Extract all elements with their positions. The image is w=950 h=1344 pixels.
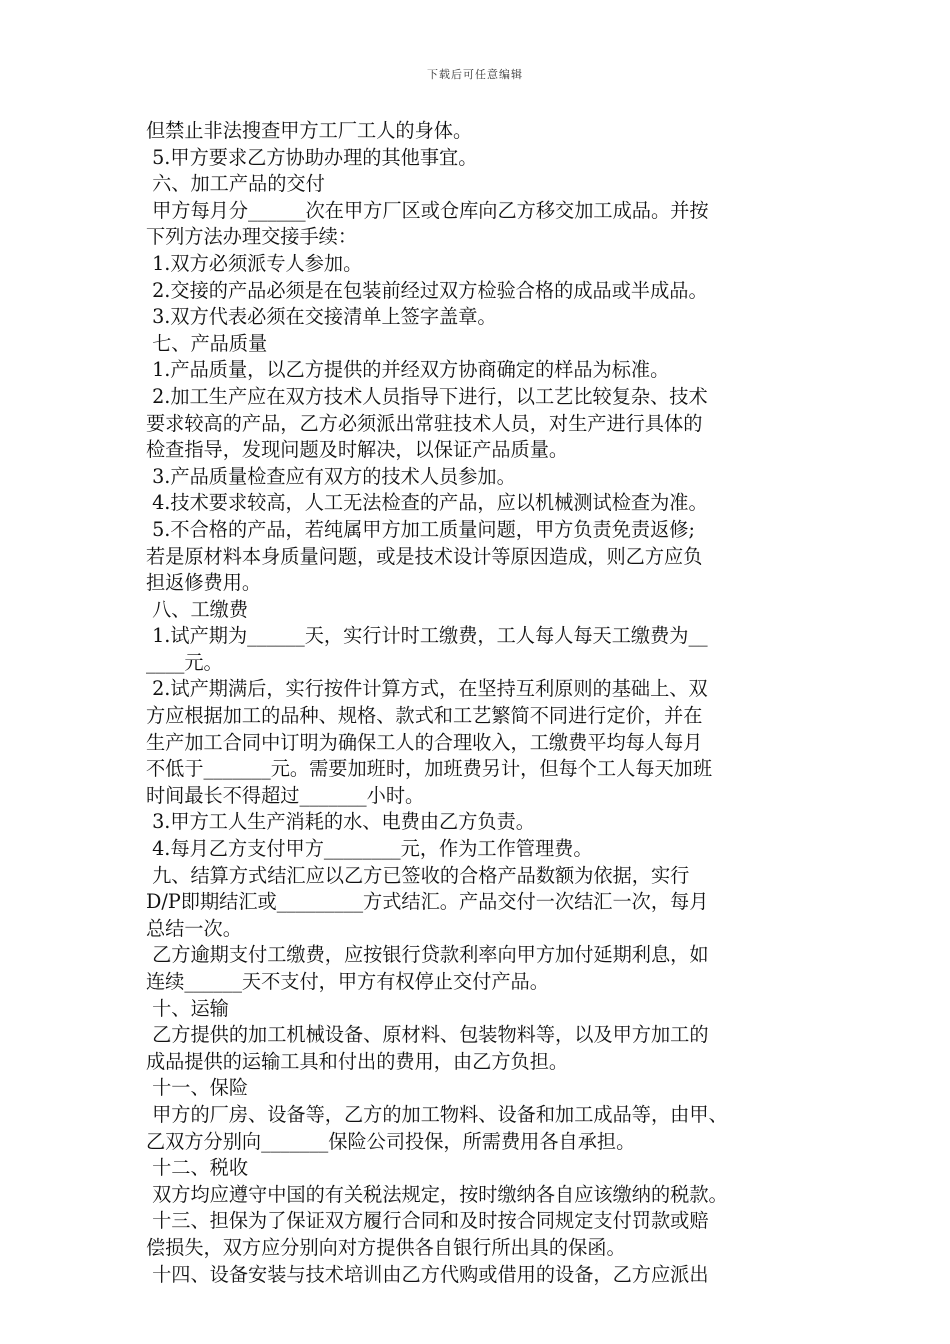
document-line: 2.交接的产品必须是在包装前经过双方检验合格的成品或半成品。 <box>146 278 708 302</box>
document-line: 3.甲方工人生产消耗的水、电费由乙方负责。 <box>146 810 535 834</box>
document-line: 担返修费用。 <box>146 571 262 595</box>
header-note: 下载后可任意编辑 <box>427 68 523 81</box>
document-line: 要求较高的产品，乙方必须派出常驻技术人员，对生产进行具体的 <box>146 411 703 435</box>
document-line: 4.技术要求较高，人工无法检查的产品，应以机械测试检查为准。 <box>146 491 708 515</box>
document-line: 2.试产期满后，实行按件计算方式，在坚持互利原则的基础上、双 <box>146 677 708 701</box>
document-line: 乙双方分别向_______保险公司投保，所需费用各自承担。 <box>146 1129 636 1153</box>
document-line: 六、加工产品的交付 <box>146 172 325 196</box>
document-line: 3.产品质量检查应有双方的技术人员参加。 <box>146 464 516 488</box>
document-line: 生产加工合同中订明为确保工人的合理收入，工缴费平均每人每月 <box>146 730 703 754</box>
document-line: 偿损失，双方应分别向对方提供各自银行所出具的保函。 <box>146 1235 626 1259</box>
document-line: 十二、税收 <box>146 1156 249 1180</box>
document-line: 甲方每月分______次在甲方厂区或仓库向乙方移交加工成品。并按 <box>146 198 709 222</box>
document-line: 七、产品质量 <box>146 331 268 355</box>
document-line: 1.产品质量，以乙方提供的并经双方协商确定的样品为标准。 <box>146 358 670 382</box>
document-line: 十一、保险 <box>146 1076 249 1100</box>
document-line: 乙方提供的加工机械设备、原材料、包装物料等，以及甲方加工的 <box>146 1023 709 1047</box>
document-line: 下列方法办理交接手续： <box>146 225 358 249</box>
document-line: 十三、担保为了保证双方履行合同和及时按合同规定支付罚款或赔 <box>146 1209 709 1233</box>
page-header <box>0 66 950 82</box>
document-line: D/P即期结汇或_________方式结汇。产品交付一次结汇一次，每月 <box>146 890 709 914</box>
document-line: 十四、设备安装与技术培训由乙方代购或借用的设备，乙方应派出 <box>146 1262 709 1286</box>
document-line: 3.双方代表必须在交接清单上签字盖章。 <box>146 305 497 329</box>
document-body <box>146 118 826 1288</box>
document-line: 方应根据加工的品种、规格、款式和工艺繁简不同进行定价，并在 <box>146 704 703 728</box>
document-line: 连续______天不支付，甲方有权停止交付产品。 <box>146 970 549 993</box>
document-line: 双方均应遵守中国的有关税法规定，按时缴纳各自应该缴纳的税款。 <box>146 1182 728 1206</box>
document-line: 检查指导，发现问题及时解决，以保证产品质量。 <box>146 438 569 462</box>
document-line: 九、结算方式结汇应以乙方已签收的合格产品数额为依据，实行 <box>146 863 690 887</box>
document-line: 1.试产期为______天，实行计时工缴费，工人每人每天工缴费为__ <box>146 624 708 648</box>
document-line: 若是原材料本身质量问题，或是技术设计等原因造成，则乙方应负 <box>146 544 703 568</box>
document-line: 4.每月乙方支付甲方________元，作为工作管理费。 <box>146 837 593 861</box>
document-line: 不低于_______元。需要加班时，加班费另计，但每个工人每天加班 <box>146 757 713 781</box>
document-line: 八、工缴费 <box>146 597 249 621</box>
document-line: 乙方逾期支付工缴费，应按银行贷款利率向甲方加付延期利息，如 <box>146 943 709 967</box>
document-line: 5.甲方要求乙方协助办理的其他事宜。 <box>146 145 478 169</box>
document-line: 十、运输 <box>146 996 229 1020</box>
document-line: 时间最长不得超过_______小时。 <box>146 783 425 807</box>
document-line: 总结一次。 <box>146 916 242 940</box>
document-line: 5.不合格的产品，若纯属甲方加工质量问题，甲方负责免责返修; <box>146 517 695 541</box>
document-line: 成品提供的运输工具和付出的费用，由乙方负担。 <box>146 1049 569 1073</box>
document-line: 1.双方必须派专人参加。 <box>146 251 363 275</box>
document-line: ____元。 <box>146 650 223 674</box>
document-line: 甲方的厂房、设备等，乙方的加工物料、设备和加工成品等，由甲、 <box>146 1102 728 1126</box>
document-line: 2.加工生产应在双方技术人员指导下进行，以工艺比较复杂、技术 <box>146 384 708 408</box>
document-line: 但禁止非法搜查甲方工厂工人的身体。 <box>146 119 473 142</box>
